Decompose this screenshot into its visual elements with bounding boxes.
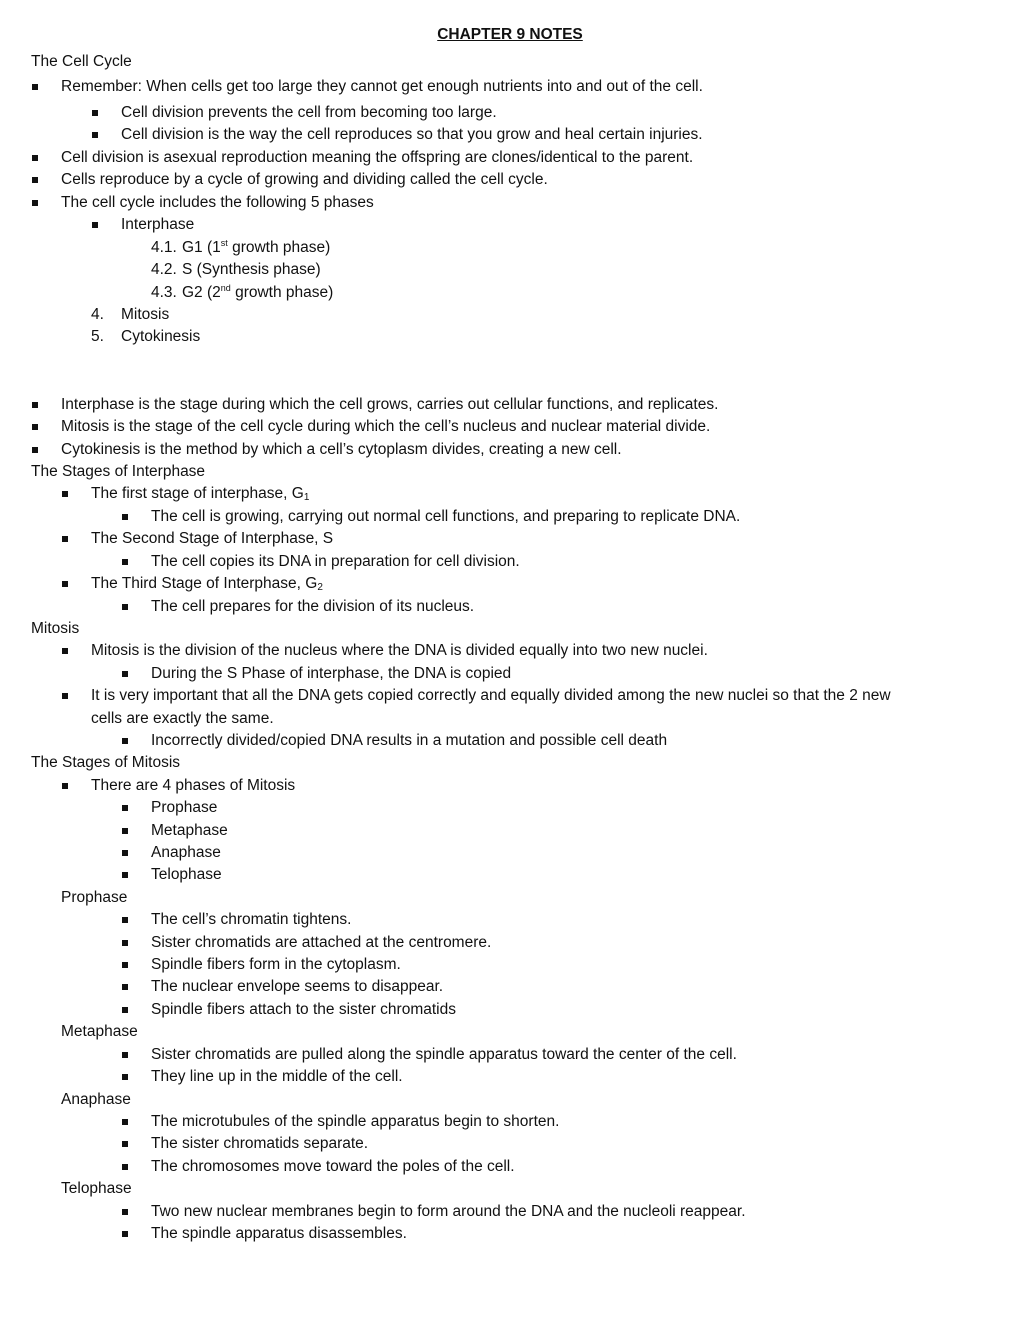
list-number: 5. <box>91 328 104 345</box>
bullet-icon <box>92 222 98 228</box>
list-item: Interphase <box>121 216 195 233</box>
list-item: The spindle apparatus disassembles. <box>151 1225 407 1242</box>
bullet-icon <box>122 805 128 811</box>
bullet-icon <box>122 984 128 990</box>
subheading-metaphase: Metaphase <box>61 1023 138 1040</box>
bullet-icon <box>122 828 128 834</box>
list-item: Cell division prevents the cell from becoming too large. <box>121 104 497 121</box>
list-item: Prophase <box>151 799 218 816</box>
heading-cell-cycle: The Cell Cycle <box>31 53 132 70</box>
list-item: Cytokinesis <box>121 328 201 345</box>
bullet-icon <box>122 738 128 744</box>
list-item: The cell’s chromatin tightens. <box>151 911 352 928</box>
list-item: The first stage of interphase, $G_1$ <box>91 485 310 503</box>
bullet-icon <box>32 402 38 408</box>
bullet-icon <box>122 850 128 856</box>
list-item-continued: cells are exactly the same. <box>91 710 274 727</box>
bullet-icon <box>32 200 38 206</box>
bullet-icon <box>62 693 68 699</box>
subheading-prophase: Prophase <box>61 889 128 906</box>
list-item: Sister chromatids are attached at the centromere. <box>151 934 492 951</box>
list-number: 4.1. <box>151 239 177 256</box>
subheading-telophase: Telophase <box>61 1180 132 1197</box>
bullet-icon <box>32 155 38 161</box>
bullet-icon <box>122 1119 128 1125</box>
list-item: It is very important that all the DNA gets copied correctly and equally divided among the new nuclei so that the 2 new <box>91 687 891 704</box>
list-item: During the S Phase of interphase, the DNA is copied <box>151 665 512 682</box>
list-item: Spindle fibers form in the cytoplasm. <box>151 956 401 973</box>
list-item: The Second Stage of Interphase, S <box>91 530 334 547</box>
list-item: Mitosis <box>121 306 170 323</box>
list-item: Mitosis is the stage of the cell cycle during which the cell’s nucleus and nuclear material divide. <box>61 418 711 435</box>
list-item: Cell division is asexual reproduction meaning the offspring are clones/identical to the parent. <box>61 149 694 166</box>
list-item: Mitosis is the division of the nucleus where the DNA is divided equally into two new nuclei. <box>91 642 708 659</box>
list-item: Interphase is the stage during which the cell grows, carries out cellular functions, and replicates. <box>61 396 719 413</box>
bullet-icon <box>92 132 98 138</box>
heading-stages-mitosis: The Stages of Mitosis <box>31 754 181 771</box>
list-number: 4.3. <box>151 284 177 301</box>
heading-stages-interphase: The Stages of Interphase <box>31 463 206 480</box>
list-item: They line up in the middle of the cell. <box>151 1068 403 1085</box>
list-item: The Third Stage of Interphase, $G_2$ <box>91 575 323 593</box>
list-item: The cell copies its DNA in preparation for cell division. <box>151 553 520 570</box>
bullet-icon <box>122 872 128 878</box>
bullet-icon <box>32 424 38 430</box>
bullet-icon <box>122 1141 128 1147</box>
bullet-icon <box>122 940 128 946</box>
list-item: Remember: When cells get too large they cannot get enough nutrients into and out of the cell. <box>61 78 703 95</box>
bullet-icon <box>32 84 38 90</box>
list-item: Spindle fibers attach to the sister chromatids <box>151 1001 456 1018</box>
bullet-icon <box>122 917 128 923</box>
list-item: S (Synthesis phase) <box>182 261 321 278</box>
bullet-icon <box>122 1231 128 1237</box>
heading-mitosis: Mitosis <box>31 620 80 637</box>
bullet-icon <box>62 648 68 654</box>
list-item: The nuclear envelope seems to disappear. <box>151 978 444 995</box>
bullet-icon <box>122 1164 128 1170</box>
bullet-icon <box>92 110 98 116</box>
bullet-icon <box>122 604 128 610</box>
bullet-icon <box>62 581 68 587</box>
list-item: Cells reproduce by a cycle of growing and dividing called the cell cycle. <box>61 171 548 188</box>
bullet-icon <box>122 1209 128 1215</box>
list-number: 4.2. <box>151 261 177 278</box>
list-item: Cell division is the way the cell reproduces so that you grow and heal certain injuries. <box>121 126 703 143</box>
bullet-icon <box>62 536 68 542</box>
bullet-icon <box>122 1007 128 1013</box>
list-item: Two new nuclear membranes begin to form around the DNA and the nucleoli reappear. <box>151 1203 746 1220</box>
page-title: CHAPTER 9 NOTES <box>437 26 583 43</box>
bullet-icon <box>122 1052 128 1058</box>
list-item: The microtubules of the spindle apparatus begin to shorten. <box>151 1113 560 1130</box>
list-number: 4. <box>91 306 104 323</box>
list-item: G2 (2nd growth phase) <box>182 283 334 301</box>
list-item: Telophase <box>151 866 222 883</box>
list-item: The chromosomes move toward the poles of the cell. <box>151 1158 515 1175</box>
list-item: Cytokinesis is the method by which a cell’s cytoplasm divides, creating a new cell. <box>61 441 622 458</box>
list-item: The sister chromatids separate. <box>151 1135 369 1152</box>
list-item: Anaphase <box>151 844 221 861</box>
list-item: Incorrectly divided/copied DNA results in a mutation and possible cell death <box>151 732 668 749</box>
list-item: The cell cycle includes the following 5 phases <box>61 194 374 211</box>
list-item: The cell prepares for the division of its nucleus. <box>151 598 475 615</box>
bullet-icon <box>32 447 38 453</box>
bullet-icon <box>122 514 128 520</box>
bullet-icon <box>122 962 128 968</box>
list-item: Metaphase <box>151 822 228 839</box>
bullet-icon <box>32 177 38 183</box>
list-item: Sister chromatids are pulled along the spindle apparatus toward the center of the cell. <box>151 1046 737 1063</box>
list-item: G1 (1st growth phase) <box>182 238 331 256</box>
bullet-icon <box>62 491 68 497</box>
bullet-icon <box>122 1074 128 1080</box>
bullet-icon <box>62 783 68 789</box>
list-item: The cell is growing, carrying out normal cell functions, and preparing to replicate DNA. <box>151 508 741 525</box>
bullet-icon <box>122 671 128 677</box>
list-item: There are 4 phases of Mitosis <box>91 777 296 794</box>
bullet-icon <box>122 559 128 565</box>
subheading-anaphase: Anaphase <box>61 1091 131 1108</box>
